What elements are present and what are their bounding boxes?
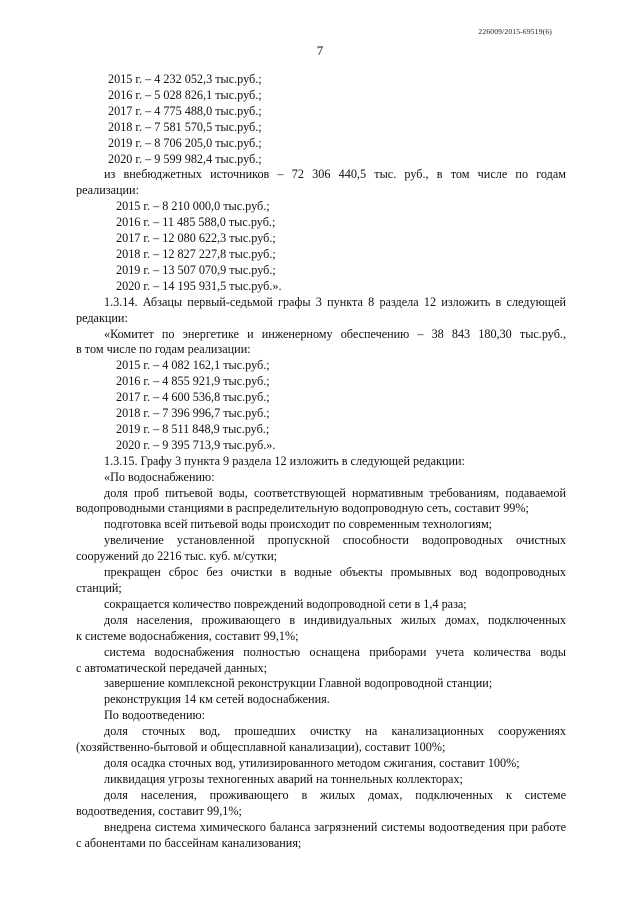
budget-year-line: 2020 г. – 9 599 982,4 тыс.руб.;: [108, 151, 262, 166]
paragraph-line: к системе водоснабжения, составит 99,1%;: [76, 628, 299, 643]
budget-year-line: 2017 г. – 4 600 536,8 тыс.руб.;: [116, 390, 270, 405]
paragraph-line: сооружений до 2216 тыс. куб. м/сутки;: [76, 549, 278, 564]
paragraph-line: завершение комплексной реконструкции Главной водопроводной станции;: [104, 676, 493, 691]
paragraph-line: (хозяйственно-бытовой и общесплавной канализации), составит 100%;: [76, 740, 446, 755]
budget-year-line: 2016 г. – 4 855 921,9 тыс.руб.;: [116, 374, 270, 389]
water-supply-heading: «По водоснабжению:: [104, 469, 215, 484]
paragraph-line: доля населения, проживающего в индивидуальных жилых домах, подключенных: [104, 612, 566, 627]
paragraph-line: доля сточных вод, прошедших очистку на канализационных сооружениях: [104, 724, 566, 739]
paragraph-line: станций;: [76, 581, 122, 595]
paragraph-line: водоотведения, составит 99,1%;: [76, 803, 242, 818]
paragraph-line: доля проб питьевой воды, соответствующей нормативным требованиям, подаваемой: [104, 485, 566, 500]
budget-year-line: 2015 г. – 4 232 052,3 тыс.руб.;: [108, 72, 262, 86]
committee-line: «Комитет по энергетике и инженерному обеспечению – 38 843 180,30 тыс.руб.,: [104, 326, 566, 341]
paragraph-line: водопроводными станциями в распределительную водопроводную сеть, составит 99%;: [76, 501, 529, 516]
extra-budget-line: из внебюджетных источников – 72 306 440,5 тыс. руб., в том числе по годам: [104, 167, 566, 182]
paragraph-line: система водоснабжения полностью оснащена приборами учета количества воды: [104, 644, 566, 659]
budget-year-line: 2018 г. – 12 827 227,8 тыс.руб.;: [116, 246, 276, 261]
budget-year-line: 2015 г. – 8 210 000,0 тыс.руб.;: [116, 199, 270, 214]
paragraph-line: с автоматической передачей данных;: [76, 660, 267, 675]
sewage-heading: По водоотведению:: [104, 708, 205, 723]
paragraph-line: прекращен сброс без очистки в водные объекты промывных вод водопроводных: [104, 565, 566, 580]
document-code: 226009/2015-69519(6): [478, 27, 552, 36]
paragraph-line: сокращается количество повреждений водопроводной сети в 1,4 раза;: [104, 596, 467, 611]
budget-year-line: 2019 г. – 13 507 070,9 тыс.руб.;: [116, 262, 276, 277]
page-number: 7: [316, 43, 324, 58]
budget-year-line: 2018 г. – 7 396 996,7 тыс.руб.;: [116, 406, 270, 421]
paragraph-line: реконструкция 14 км сетей водоснабжения.: [104, 692, 330, 707]
paragraph-line: ликвидация угрозы техногенных аварий на тоннельных коллекторах;: [104, 771, 463, 786]
budget-year-line: 2019 г. – 8 511 848,9 тыс.руб.;: [116, 421, 270, 436]
budget-year-line: 2020 г. – 14 195 931,5 тыс.руб.».: [116, 278, 282, 293]
paragraph-line: с абонентами по бассейнам канализования;: [76, 835, 302, 850]
budget-year-line: 2017 г. – 12 080 622,3 тыс.руб.;: [116, 231, 276, 246]
item-1314: 1.3.14. Абзацы первый-седьмой графы 3 пункта 8 раздела 12 изложить в следующей: [104, 294, 566, 309]
budget-year-line: 2018 г. – 7 581 570,5 тыс.руб.;: [108, 119, 262, 134]
paragraph-line: подготовка всей питьевой воды происходит по современным технологиям;: [104, 517, 493, 532]
budget-year-line: 2019 г. – 8 706 205,0 тыс.руб.;: [108, 135, 262, 150]
paragraph-line: внедрена система химического баланса загрязнений системы водоотведения при работе: [104, 819, 566, 834]
item-1314: редакции:: [76, 310, 128, 325]
paragraph-line: доля осадка сточных вод, утилизированного методом сжигания, составит 100%;: [104, 755, 520, 770]
budget-year-line: 2020 г. – 9 395 713,9 тыс.руб.».: [116, 437, 276, 452]
budget-year-line: 2016 г. – 11 485 588,0 тыс.руб.;: [116, 215, 276, 230]
paragraph-line: доля населения, проживающего в жилых домах, подключенных к системе: [104, 787, 566, 802]
budget-year-line: 2016 г. – 5 028 826,1 тыс.руб.;: [108, 87, 262, 102]
budget-year-line: 2017 г. – 4 775 488,0 тыс.руб.;: [108, 103, 262, 118]
item-1315: 1.3.15. Графу 3 пункта 9 раздела 12 изложить в следующей редакции:: [104, 453, 465, 468]
budget-year-line: 2015 г. – 4 082 162,1 тыс.руб.;: [116, 358, 270, 373]
document-body: [76, 72, 566, 851]
extra-budget-line: реализации:: [76, 183, 139, 198]
paragraph-line: увеличение установленной пропускной способности водопроводных очистных: [104, 533, 566, 548]
committee-line: в том числе по годам реализации:: [76, 342, 251, 357]
